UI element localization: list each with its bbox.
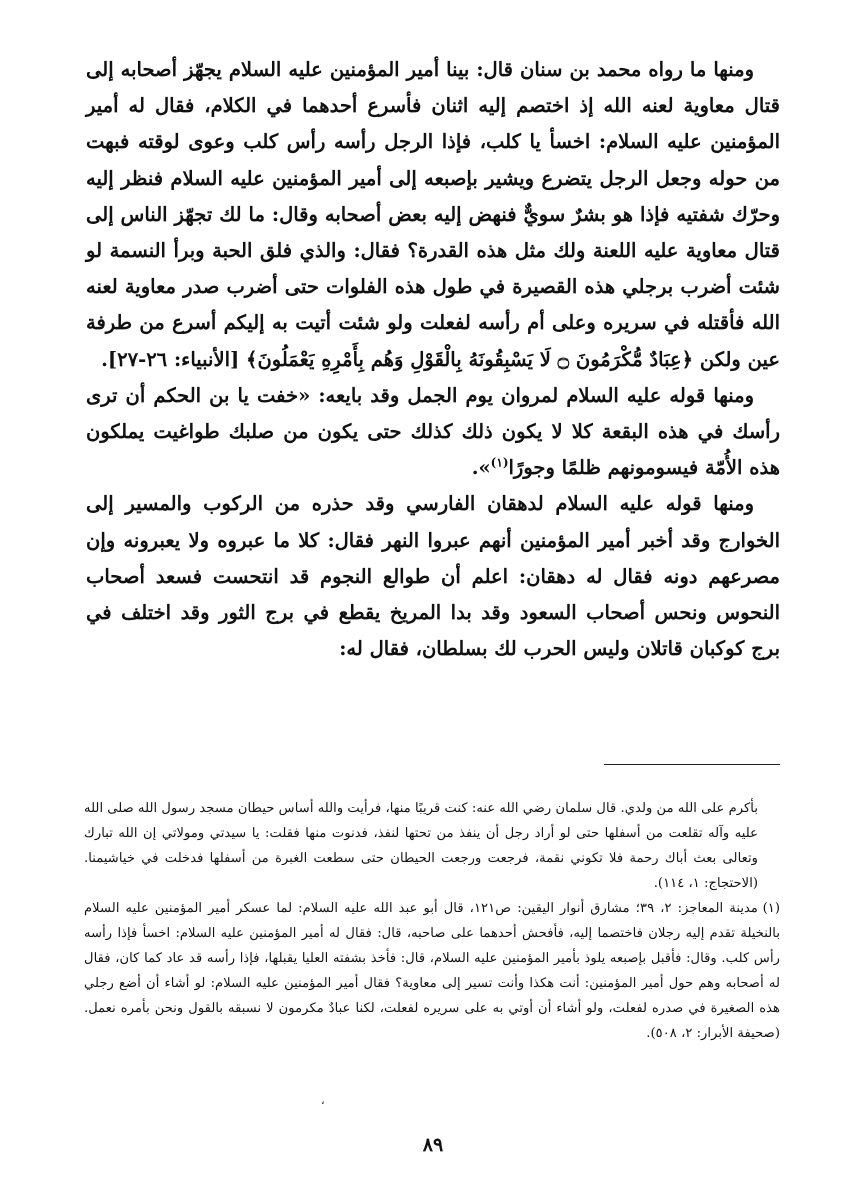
footnotes (84, 796, 780, 1046)
paragraph-3-text: ومنها قوله عليه السلام لدهقان الفارسي وقد حذره من الركوب والمسير إلى الخوارج وقد أخبر أمير المؤمنين أنهم عبروا النهر فقال: كلا ما عبروه ولا يعبرونه وإن مصرعهم دونه فقال له دهقان: اعلم أن طوالع النجوم قد انتحست فسعد أصحاب النحوس ونحس أصحاب السعود وقد بدا المريخ يقطع في برج الثور وقد اختلف في برج كوكبان قاتلان وليس الحرب لك بسلطان، فقال له: (86, 492, 780, 661)
footnote-1 (84, 896, 780, 1046)
stray-mark: ، (321, 1094, 325, 1107)
footnote-1-text: مدينة المعاجز: ٢، ٣٩؛ مشارق أنوار اليقين: ص١٢١، قال أبو عبد الله عليه السلام: لما عسكر أمير المؤمنين عليه السلام بالنخيلة تقدم إليه رجلان فاختصما إليه، فأفحش أحدهما على صاحبه، قال: فقال له أمير المؤمنين عليه السلام: اخسأ فإذا رأسه رأس كلب. وقال: فأقبل بإصبعه يلوذ بأمير المؤمنين عليه السلام، قال: فأخذ بشفته العليا يقبلها، فإذا رأسه قد عاد كما كان، فقال له أصحابه وهم حول أمير المؤمنين: أنت هكذا وأنت تسير إلى معاوية؟ فقال أمير المؤمنين عليه السلام: لو أشاء أن أضع رجلي هذه الصغيرة في صدره لفعلت، ولو أشاء أن أوتي به على سريره لفعلت، لكنا عبادٌ مكرمون لا نسبقه بالقول ونحن بأمره نعمل. (صحيفة الأبرار: ٢، ٥٠٨). (84, 901, 780, 1041)
paragraph-1 (86, 52, 780, 378)
paragraph-2-tail: ». (471, 456, 491, 480)
footnote-continuation: بأكرم على الله من ولدي. قال سلمان رضي الله عنه: كنت قريبًا منها، فرأيت والله أساس حيطان مسجد رسول الله صلى الله عليه وآله تقلعت من أسفلها حتى لو أراد رجل أن ينفذ من تحتها لنفذ، فدنوت منها فقلت: يا سيدتي ومولاتي إن الله تبارك وتعالى بعث أباك رحمة فلا تكوني نقمة، فرجعت ورجعت الحيطان حتى سطعت الغبرة من أسفلها فدخلت في خياشيمنا. (الاحتجاج: ١، ١١٤). (84, 801, 758, 891)
page-number: ٨٩ (422, 1134, 444, 1156)
quran-citation: [الأنبياء: ٢٦-٢٧]. (101, 347, 240, 371)
footnote-reference[interactable]: (١) (490, 455, 509, 470)
footnote-number: (١) (762, 901, 780, 916)
paragraph-2 (86, 378, 780, 487)
quran-verse: ﴿عِبَادٌ مُّكْرَمُونَ ۝ لَا يَسْبِقُونَهُ بِالْقَوْلِ وَهُم بِأَمْرِهِ يَعْمَلُونَ﴾ (246, 347, 694, 371)
main-text (86, 52, 780, 667)
paragraph-2-text: ومنها قوله عليه السلام لمروان يوم الجمل وقد بايعه: «خفت يا بن الحكم أن ترى رأسك في هذه البقعة كلا لا يكون ذلك كذلك حتى يكون من صلبك طواغيت يملكون هذه الأُمّة فيسومونهم ظلمًا وجورًا (86, 383, 780, 480)
footnote-divider (604, 764, 780, 765)
paragraph-1-text: ومنها ما رواه محمد بن سنان قال: بينا أمير المؤمنين عليه السلام يجهّز أصحابه إلى قتال معاوية لعنه الله إذ اختصم إليه اثنان فأسرع أحدهما في الكلام، فقال له أمير المؤمنين عليه السلام: اخسأ يا كلب، فإذا الرجل رأسه رأس كلب وعوى لوقته فبهت من حوله وجعل الرجل يتضرع ويشير بإصبعه إلى أمير المؤمنين عليه السلام فنظر إليه وحرّك شفتيه فإذا هو بشرٌ سويٌّ فنهض إليه بعض أصحابه وقال: ما لك تجهّز الناس إلى قتال معاوية عليه اللعنة ولك مثل هذه القدرة؟ فقال: والذي فلق الحبة وبرأ النسمة لو شئت أضرب برجلي هذه القصيرة في طول هذه الفلوات حتى أضرب صدر معاوية لعنه الله فأقتله في سريره وعلى أم رأسه لفعلت ولو شئت أتيت به إليكم أسرع من طرفة عين ولكن (86, 58, 780, 371)
paragraph-3 (86, 486, 780, 667)
